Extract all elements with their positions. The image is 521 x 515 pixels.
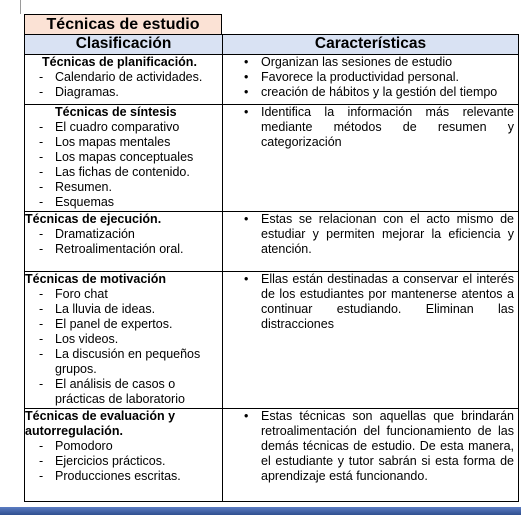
technique-list	[25, 439, 222, 484]
list-item: - El cuadro comparativo	[25, 120, 222, 135]
list-item: • creación de hábitos y la gestión del tiempo	[223, 85, 518, 100]
technique-list	[25, 70, 222, 100]
list-item: • Ellas están destinadas a conservar el interés de los estudiantes por mantenerse atentos a continuar estudiando. Eliminan las distracciones	[223, 272, 518, 332]
characteristics-cell	[223, 212, 519, 272]
characteristics-cell	[223, 55, 519, 105]
list-item: - Los mapas mentales	[25, 135, 222, 150]
characteristics-cell	[223, 105, 519, 212]
list-item: - Producciones escritas.	[25, 469, 222, 484]
list-item: • Estas se relacionan con el acto mismo de estudiar y permiten mejorar la eficiencia y atención.	[223, 212, 518, 257]
header-classification: Clasificación	[25, 35, 223, 55]
list-item: - Ejercicios prácticos.	[25, 454, 222, 469]
group-title: Técnicas de ejecución.	[25, 212, 162, 226]
classification-cell	[25, 105, 223, 212]
list-item: - Resumen.	[25, 180, 222, 195]
list-item: - El análisis de casos o prácticas de laboratorio	[25, 377, 222, 407]
table-row	[25, 212, 519, 272]
list-item: • Favorece la productividad personal.	[223, 70, 518, 85]
list-item: - Pomodoro	[25, 439, 222, 454]
page-bottom-band	[0, 507, 521, 515]
technique-list	[25, 120, 222, 210]
table-row	[25, 105, 519, 212]
table-title: Técnicas de estudio	[24, 14, 222, 35]
characteristics-cell	[223, 272, 519, 409]
table-row	[25, 409, 519, 502]
table-row	[25, 272, 519, 409]
characteristics-list	[223, 272, 518, 332]
list-item: - Calendario de actividades.	[25, 70, 222, 85]
list-item: • Identifica la información más relevante mediante métodos de resumen y categorización	[223, 105, 518, 150]
classification-cell	[25, 409, 223, 502]
characteristics-list	[223, 105, 518, 150]
list-item: - Dramatización	[25, 227, 222, 242]
header-characteristics: Características	[223, 35, 519, 55]
table-header-row	[25, 35, 519, 55]
characteristics-list	[223, 212, 518, 257]
characteristics-list	[223, 55, 518, 100]
group-title: Técnicas de planificación.	[42, 55, 197, 69]
list-item: - Diagramas.	[25, 85, 222, 100]
technique-list	[25, 227, 222, 257]
characteristics-cell	[223, 409, 519, 502]
classification-cell	[25, 55, 223, 105]
table-row	[25, 55, 519, 105]
classification-cell	[25, 272, 223, 409]
list-item: • Organizan las sesiones de estudio	[223, 55, 518, 70]
characteristics-list	[223, 409, 518, 484]
list-item: • Estas técnicas son aquellas que brindarán retroalimentación del funcionamiento de las demás técnicas de estudio. De esta manera, el estudiante y tutor sabrán si esta forma de aprendizaje está funcionando.	[223, 409, 518, 484]
classification-cell	[25, 212, 223, 272]
text-cursor-line	[20, 0, 21, 14]
list-item: - Foro chat	[25, 287, 222, 302]
group-title: Técnicas de motivación	[25, 272, 167, 286]
study-techniques-table	[24, 34, 519, 502]
group-title: Técnicas de evaluación y autorregulación.	[25, 409, 176, 438]
list-item: - Esquemas	[25, 195, 222, 210]
technique-list	[25, 287, 222, 407]
list-item: - Las fichas de contenido.	[25, 165, 222, 180]
list-item: - El panel de expertos.	[25, 317, 222, 332]
group-title: Técnicas de síntesis	[55, 105, 177, 119]
list-item: - Los videos.	[25, 332, 222, 347]
list-item: - La lluvia de ideas.	[25, 302, 222, 317]
list-item: - Retroalimentación oral.	[25, 242, 222, 257]
list-item: - La discusión en pequeños grupos.	[25, 347, 222, 377]
list-item: - Los mapas conceptuales	[25, 150, 222, 165]
